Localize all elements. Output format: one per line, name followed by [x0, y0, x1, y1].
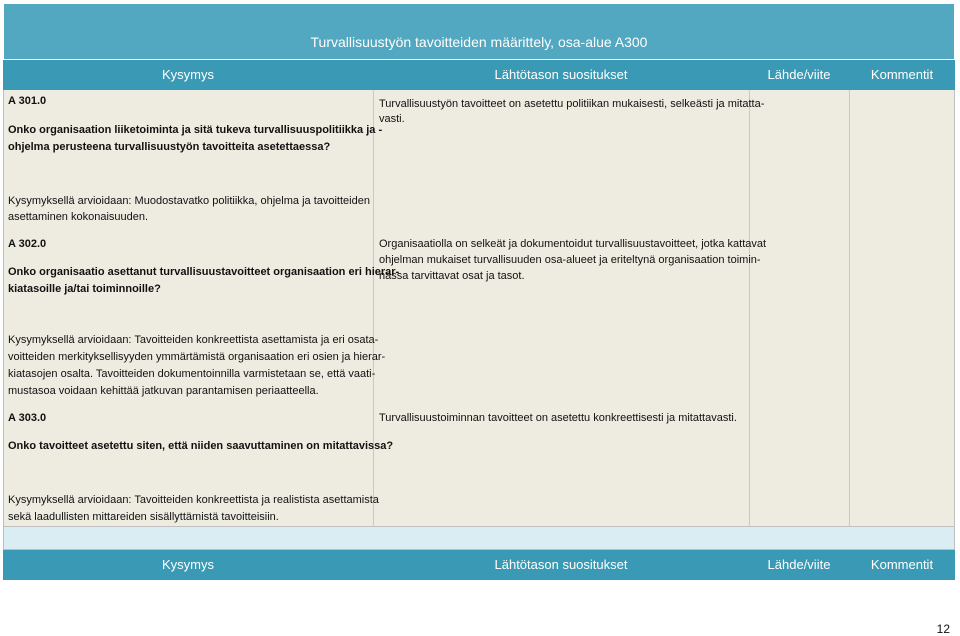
header-comments: Kommentit [870, 557, 934, 572]
header-question: Kysymys [162, 67, 214, 82]
header-recommendations: Lähtötason suositukset [494, 67, 628, 82]
recommendation-text: Organisaatiolla on selkeät ja dokumentoidut turvallisuustavoitteet, jotka kattavat [379, 238, 767, 250]
page-title: Turvallisuustyön tavoitteiden määrittely, osa-alue A300 [310, 34, 648, 50]
column-divider [373, 90, 374, 526]
assessment-text: Kysymyksellä arvioidaan: Tavoitteiden konkreettista ja realistista asettamista [8, 494, 379, 506]
header-source: Lähde/viite [767, 557, 831, 572]
assessment-text: mustasoa voidaan kehittää jatkuvan parantamisen periaatteella. [8, 385, 319, 397]
question-code: A 301.0 [8, 95, 47, 107]
assessment-text: Kysymyksellä arvioidaan: Muodostavatko politiikka, ohjelma ja tavoitteiden [8, 195, 370, 207]
page-number: 12 [936, 622, 950, 636]
recommendation-text: vasti. [379, 113, 405, 125]
header-recommendations: Lähtötason suositukset [494, 557, 628, 572]
question-code: A 303.0 [8, 412, 47, 424]
assessment-text: Kysymyksellä arvioidaan: Tavoitteiden konkreettista asettamista ja eri osata- [8, 334, 379, 346]
assessment-text: voitteiden merkityksellisyyden ymmärtämistä organisaation eri osien ja hierar- [8, 351, 386, 363]
table-header-repeat [3, 550, 955, 580]
recommendation-text: ohjelman mukaiset turvallisuuden osa-alueet ja eriteltynä organisaation toimin- [379, 254, 761, 266]
header-comments: Kommentit [870, 67, 934, 82]
question-text: Onko organisaatio asettanut turvallisuustavoitteet organisaation eri hierar- [8, 266, 400, 278]
question-code: A 302.0 [8, 238, 47, 250]
recommendation-text: Turvallisuustoiminnan tavoitteet on asetettu konkreettisesti ja mitattavasti. [379, 412, 737, 424]
assessment-text: asettaminen kokonaisuuden. [8, 211, 149, 223]
separator-band [3, 526, 955, 550]
column-divider [849, 90, 850, 526]
question-text: kiatasoille ja/tai toiminnoille? [8, 283, 161, 295]
recommendation-text: nassa tarvittavat osat ja tasot. [379, 270, 525, 282]
header-question: Kysymys [162, 557, 214, 572]
question-text: Onko organisaation liiketoiminta ja sitä tukeva turvallisuuspolitiikka ja - [8, 124, 383, 136]
title-bar [3, 3, 955, 60]
column-divider [749, 90, 750, 526]
table-header [3, 60, 955, 90]
assessment-text: kiatasojen osalta. Tavoitteiden dokumentoinnilla varmistetaan se, että vaati- [8, 368, 376, 380]
question-text: ohjelma perusteena turvallisuustyön tavoitteita asetettaessa? [8, 141, 331, 153]
header-source: Lähde/viite [767, 67, 831, 82]
assessment-text: sekä laadullisten mittareiden sisällyttämistä tavoitteisiin. [8, 511, 279, 523]
question-text: Onko tavoitteet asetettu siten, että niiden saavuttaminen on mitattavissa? [8, 440, 394, 452]
recommendation-text: Turvallisuustyön tavoitteet on asetettu politiikan mukaisesti, selkeästi ja mitatta- [379, 98, 765, 110]
